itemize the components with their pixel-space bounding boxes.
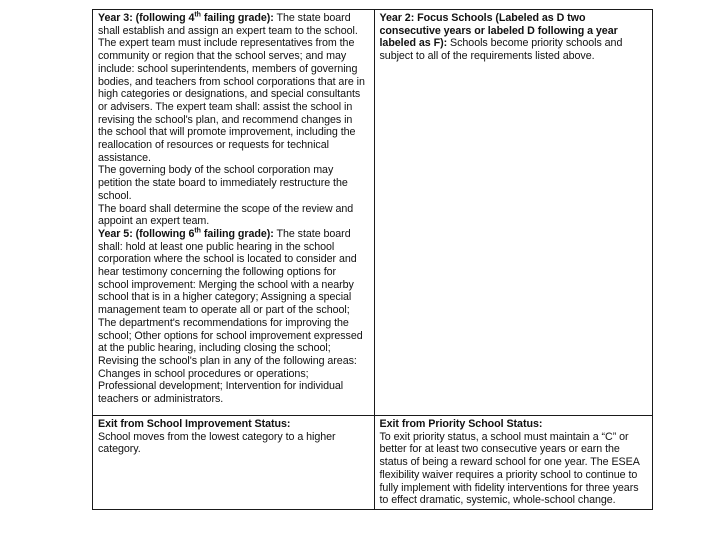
cell-focus-schools — [374, 10, 653, 416]
table-row-exit-status — [93, 416, 653, 510]
focus-schools-heading: Year 2: Focus Schools (Labeled as D two consecutive years or labeled D following a year labeled as F): — [379, 12, 618, 50]
year5-body: The state board shall: hold at least one public hearing in the school corporation where the school is located to consider and hear testimony concerning the following options for school improvement: Merging the school with a nearby school that is in a higher category; Assigning a special management team to operate all or part of the school; The department's recommendations for improving the school; Other options for school improvement expressed at the public hearing, including closing the school; Revising the school's plan in any of the following areas: Changes in school procedures or operations; Professional development; Intervention for individual teachers or administrators. — [98, 227, 363, 406]
table-row-year-requirements — [93, 10, 653, 416]
exit-improvement-heading: Exit from School Improvement Status: — [98, 418, 291, 430]
year3-heading: Year 3: (following 4th failing grade): — [98, 11, 274, 24]
school-status-table — [92, 9, 653, 510]
year3-body: The state board shall establish and assign an expert team to the school. The expert team must include representatives from the community or region that the school serves; and may include: school superintendents, members of governing bodies, and teachers from school corporations that are in high categories or designations, and special consultants or advisers. The expert team shall: assist the school in revising the school's plan, and recommend changes in the school that will promote improvement, including the reallocation of resources or requests for technical assistance. — [98, 12, 365, 164]
exit-priority-body: To exit priority status, a school must maintain a “C” or better for at least two consecutive years or earn the status of being a reward school for one year. The ESEA flexibility waiver requires a priority school to continue to fully implement with fidelity interventions for three years to effect dramatic, systemic, whole-school change. — [379, 430, 640, 507]
focus-schools-paragraph — [380, 12, 648, 63]
cell-exit-school-improvement — [93, 416, 375, 510]
year3-paragraph — [98, 12, 369, 164]
exit-improvement-body: School moves from the lowest category to a higher category. — [98, 430, 336, 456]
year5-heading: Year 5: (following 6th failing grade): — [98, 227, 274, 240]
cell-exit-priority — [374, 416, 653, 510]
board-scope-paragraph: The board shall determine the scope of the review and appoint an expert team. — [98, 202, 354, 228]
exit-priority-heading: Exit from Priority School Status: — [379, 418, 543, 430]
governing-body-paragraph: The governing body of the school corporation may petition the state board to immediately restructure the school. — [98, 164, 348, 202]
focus-schools-body: Schools become priority schools and subject to all of the requirements listed above. — [379, 37, 623, 63]
cell-year3-year5 — [93, 10, 375, 416]
year5-paragraph — [98, 228, 369, 406]
